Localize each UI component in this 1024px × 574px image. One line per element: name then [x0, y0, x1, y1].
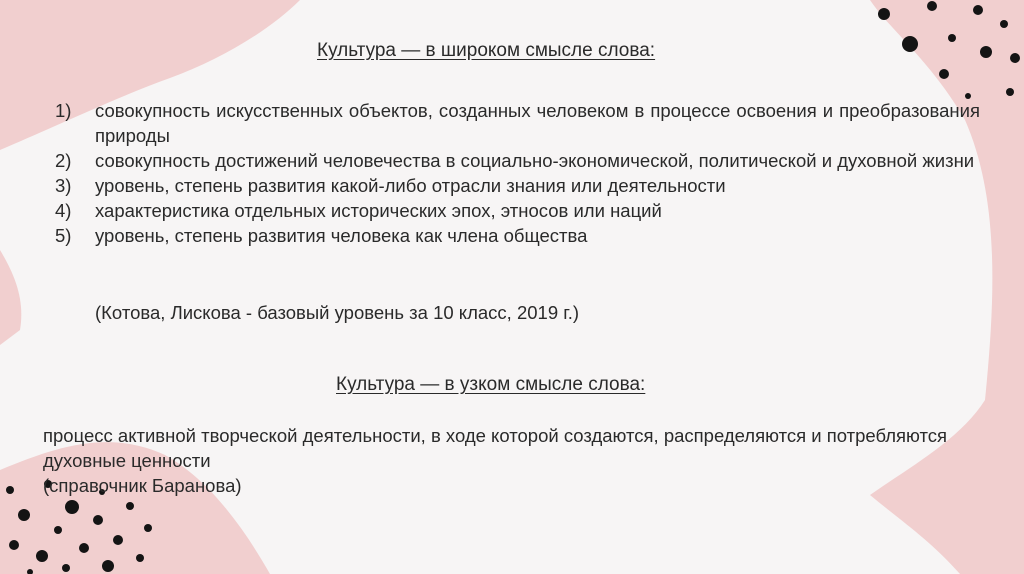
definition-list — [55, 98, 980, 248]
list-item — [55, 173, 980, 198]
list-item-text: уровень, степень развития какой-либо отрасли знания или деятельности — [95, 175, 726, 196]
list-item-text: совокупность достижений человечества в социально-экономической, политической и духовной жизни — [95, 150, 975, 171]
list-item-text: совокупность искусственных объектов, созданных человеком в процессе освоения и преобразования природы — [95, 100, 980, 146]
list-item-number: 3) — [55, 175, 72, 196]
citation-broad: (Котова, Лискова - базовый уровень за 10 класс, 2019 г.) — [95, 302, 580, 323]
list-item — [55, 223, 980, 248]
list-item-text: уровень, степень развития человека как члена общества — [95, 225, 588, 246]
heading-broad-sense: Культура — в широком смысле слова: — [317, 40, 656, 61]
list-item-number: 1) — [55, 100, 72, 121]
list-item — [55, 148, 980, 173]
list-item-number: 2) — [55, 150, 72, 171]
list-item-text: характеристика отдельных исторических эпох, этносов или наций — [95, 200, 662, 221]
citation-narrow: (справочник Баранова) — [43, 475, 242, 496]
list-item-number: 4) — [55, 200, 72, 221]
narrow-definition — [43, 423, 983, 498]
list-item — [55, 198, 980, 223]
list-item-number: 5) — [55, 225, 72, 246]
heading-narrow-sense: Культура — в узком смысле слова: — [336, 374, 646, 395]
narrow-definition-text: процесс активной творческой деятельности, в ходе которой создаются, распределяются и потребляются духовные ценности — [43, 425, 948, 471]
list-item — [55, 98, 980, 148]
